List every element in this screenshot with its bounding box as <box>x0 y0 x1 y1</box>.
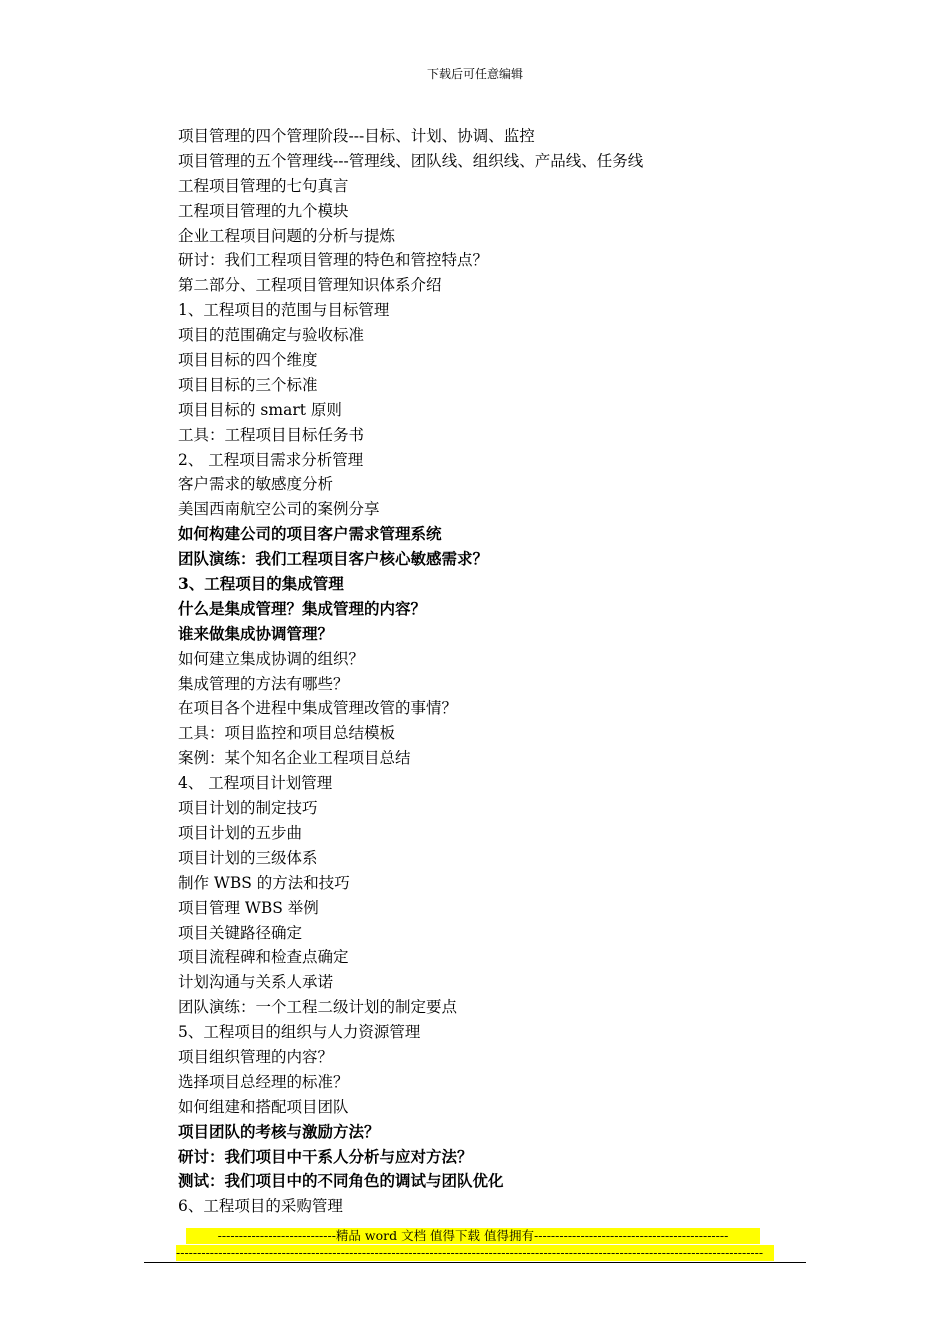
text-line: 项目流程碑和检查点确定 <box>178 948 349 967</box>
text-line: 团队演练：一个工程二级计划的制定要点 <box>178 998 458 1017</box>
text-line: 集成管理的方法有哪些？ <box>178 674 349 693</box>
header-text: 下载后可任意编辑 <box>426 67 523 81</box>
text-line: 1、工程项目的范围与目标管理 <box>178 301 390 320</box>
text-line: 工程项目管理的七句真言 <box>178 176 349 195</box>
text-line: 工具：项目监控和项目总结模板 <box>178 724 396 743</box>
text-line: 项目目标的三个标准 <box>178 375 318 394</box>
text-line: 项目的范围确定与验收标准 <box>178 326 365 345</box>
text-line: 企业工程项目问题的分析与提炼 <box>178 226 396 245</box>
text-line: 项目目标的四个维度 <box>178 351 318 370</box>
text-line: 什么是集成管理？集成管理的内容？ <box>178 598 427 618</box>
text-line: 工程项目管理的九个模块 <box>178 201 349 220</box>
text-line: 计划沟通与关系人承诺 <box>178 973 334 992</box>
text-line: 项目组织管理的内容？ <box>178 1047 334 1066</box>
footer-banner-line-2: ------------------------------------------------------------------------------------------------------------------------------------------- <box>176 1245 774 1261</box>
text-line: 项目计划的五步曲 <box>178 823 303 842</box>
text-line: 6、工程项目的采购管理 <box>178 1197 343 1216</box>
text-line: 测试：我们项目中的不同角色的调试与团队优化 <box>178 1171 504 1191</box>
page-header <box>0 66 950 82</box>
text-line: 项目目标的 smart 原则 <box>178 400 342 419</box>
text-line: 项目关键路径确定 <box>178 923 303 942</box>
text-line: 3、工程项目的集成管理 <box>178 574 344 594</box>
text-line: 在项目各个进程中集成管理改管的事情？ <box>178 699 458 718</box>
text-line: 美国西南航空公司的案例分享 <box>178 500 380 519</box>
text-line: 2、 工程项目需求分析管理 <box>178 450 364 469</box>
text-line: 项目管理的四个管理阶段---目标、计划、协调、监控 <box>178 127 535 145</box>
document-body <box>178 124 818 1219</box>
text-line: 制作 WBS 的方法和技巧 <box>178 873 350 892</box>
text-line: 项目管理 WBS 举例 <box>178 898 319 917</box>
footer-banner-line-1: ----------------------------精品 word 文档 值得下载 值得拥有---------------------------------------------- <box>186 1228 760 1244</box>
text-line: 4、 工程项目计划管理 <box>178 774 333 793</box>
text-line: 第二部分、工程项目管理知识体系介绍 <box>178 276 442 295</box>
text-line: 项目团队的考核与激励方法？ <box>178 1121 380 1141</box>
text-line: 如何组建和搭配项目团队 <box>178 1097 349 1116</box>
text-line: 案例：某个知名企业工程项目总结 <box>178 749 411 768</box>
text-line: 研讨：我们工程项目管理的特色和管控特点？ <box>178 251 489 270</box>
text-line: 研讨：我们项目中干系人分析与应对方法？ <box>178 1146 473 1166</box>
text-line: 团队演练：我们工程项目客户核心敏感需求？ <box>178 549 489 569</box>
text-line: 项目计划的三级体系 <box>178 848 318 867</box>
text-line: 项目计划的制定技巧 <box>178 799 318 818</box>
text-line: 选择项目总经理的标准？ <box>178 1072 349 1091</box>
text-line: 5、工程项目的组织与人力资源管理 <box>178 1023 421 1042</box>
text-line: 如何构建公司的项目客户需求管理系统 <box>178 524 442 544</box>
text-line: 项目管理的五个管理线---管理线、团队线、组织线、产品线、任务线 <box>178 151 644 170</box>
footer-divider <box>144 1262 806 1263</box>
text-line: 谁来做集成协调管理？ <box>178 623 334 643</box>
text-line: 客户需求的敏感度分析 <box>178 475 334 494</box>
text-line: 如何建立集成协调的组织？ <box>178 649 365 668</box>
text-line: 工具：工程项目目标任务书 <box>178 425 365 444</box>
